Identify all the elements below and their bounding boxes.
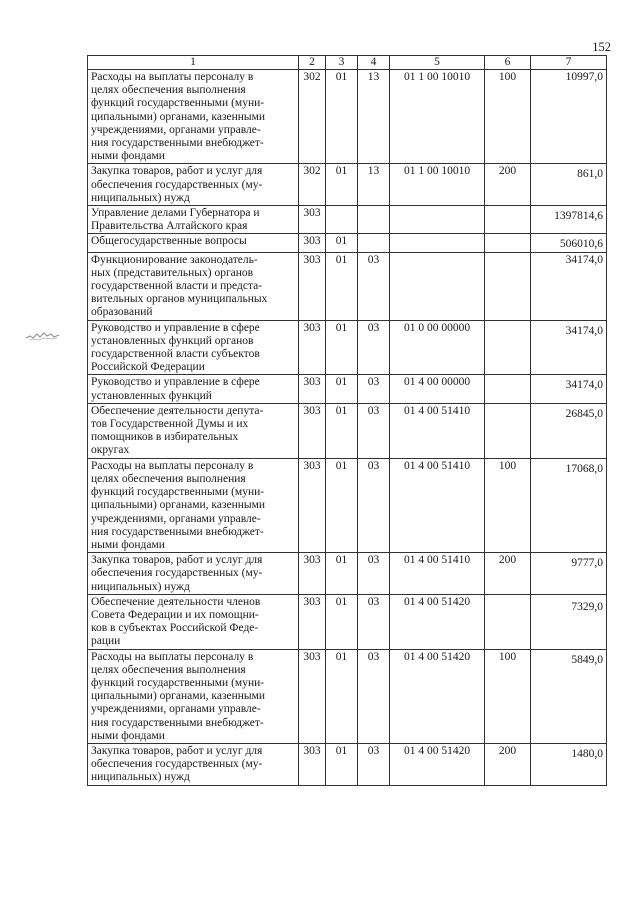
table-row — [88, 553, 607, 595]
expense-type-code — [485, 594, 531, 649]
table-row — [88, 320, 607, 375]
ministry-code: 302 — [299, 164, 326, 206]
expense-name: Управление делами Губернатора и Правительства Алтайского края — [88, 206, 299, 234]
section-code: 01 — [326, 553, 358, 595]
expense-name: Руководство и управление в сфере установленных функций органов государственной власти субъектов Российской Федерации — [88, 320, 299, 375]
subsection-code: 03 — [358, 458, 390, 552]
column-header: 6 — [485, 56, 531, 70]
amount: 7329,0 — [531, 594, 607, 649]
table-row — [88, 458, 607, 552]
target-item-code: 01 0 00 00000 — [390, 320, 485, 375]
section-code: 01 — [326, 234, 358, 252]
amount: 1480,0 — [531, 743, 607, 785]
column-header: 4 — [358, 56, 390, 70]
expense-name: Закупка товаров, работ и услуг для обеспечения государственных (му- ниципальных) нужд — [88, 164, 299, 206]
expense-name: Расходы на выплаты персоналу в целях обеспечения выполнения функций государственными (муни- ципальными) органами, казенными учреждениями, органами управле- ния государственными внебюджет- ными фондами — [88, 649, 299, 743]
expense-name: Закупка товаров, работ и услуг для обеспечения государственных (му- ниципальных) нужд — [88, 743, 299, 785]
ministry-code: 303 — [299, 320, 326, 375]
subsection-code: 03 — [358, 403, 390, 458]
table-row — [88, 649, 607, 743]
expense-type-code: 100 — [485, 458, 531, 552]
target-item-code: 01 1 00 10010 — [390, 164, 485, 206]
expense-type-code: 100 — [485, 649, 531, 743]
amount: 34174,0 — [531, 320, 607, 375]
column-header: 5 — [390, 56, 485, 70]
table-row — [88, 594, 607, 649]
expense-type-code: 200 — [485, 743, 531, 785]
section-code: 01 — [326, 458, 358, 552]
amount: 861,0 — [531, 164, 607, 206]
subsection-code: 03 — [358, 594, 390, 649]
budget-table — [87, 55, 607, 786]
subsection-code: 03 — [358, 649, 390, 743]
section-code — [326, 206, 358, 234]
ministry-code: 303 — [299, 375, 326, 403]
ministry-code: 303 — [299, 403, 326, 458]
table-row — [88, 234, 607, 252]
section-code: 01 — [326, 375, 358, 403]
table-row — [88, 206, 607, 234]
table-row — [88, 403, 607, 458]
expense-type-code — [485, 375, 531, 403]
expense-name: Закупка товаров, работ и услуг для обеспечения государственных (му- ниципальных) нужд — [88, 553, 299, 595]
expense-type-code — [485, 252, 531, 320]
section-code: 01 — [326, 70, 358, 164]
ministry-code: 303 — [299, 206, 326, 234]
subsection-code: 13 — [358, 70, 390, 164]
expense-type-code: 200 — [485, 164, 531, 206]
ministry-code: 303 — [299, 594, 326, 649]
expense-name: Обеспечение деятельности членов Совета Федерации и их помощни- ков в субъектах Российской Феде- рации — [88, 594, 299, 649]
column-header: 2 — [299, 56, 326, 70]
amount: 34174,0 — [531, 375, 607, 403]
ministry-code: 303 — [299, 234, 326, 252]
amount: 1397814,6 — [531, 206, 607, 234]
section-code: 01 — [326, 743, 358, 785]
expense-type-code: 200 — [485, 553, 531, 595]
target-item-code — [390, 252, 485, 320]
amount: 506010,6 — [531, 234, 607, 252]
column-header: 3 — [326, 56, 358, 70]
section-code: 01 — [326, 252, 358, 320]
amount: 5849,0 — [531, 649, 607, 743]
target-item-code: 01 4 00 51420 — [390, 743, 485, 785]
section-code: 01 — [326, 403, 358, 458]
target-item-code: 01 4 00 51420 — [390, 594, 485, 649]
ministry-code: 302 — [299, 70, 326, 164]
subsection-code — [358, 206, 390, 234]
expense-type-code — [485, 403, 531, 458]
section-code: 01 — [326, 594, 358, 649]
subsection-code: 03 — [358, 553, 390, 595]
target-item-code: 01 4 00 51410 — [390, 458, 485, 552]
column-header: 1 — [88, 56, 299, 70]
target-item-code: 01 4 00 51410 — [390, 403, 485, 458]
ministry-code: 303 — [299, 252, 326, 320]
amount: 34174,0 — [531, 252, 607, 320]
expense-name: Обеспечение деятельности депута- тов Государственной Думы и их помощников в избирательных округах — [88, 403, 299, 458]
ministry-code: 303 — [299, 458, 326, 552]
amount: 26845,0 — [531, 403, 607, 458]
target-item-code — [390, 206, 485, 234]
subsection-code: 03 — [358, 743, 390, 785]
target-item-code — [390, 234, 485, 252]
table-header-row — [88, 56, 607, 70]
expense-name: Расходы на выплаты персоналу в целях обеспечения выполнения функций государственными (муни- ципальными) органами, казенными учреждениями, органами управле- ния государственными внебюджет- ными фондами — [88, 70, 299, 164]
section-code: 01 — [326, 164, 358, 206]
expense-name: Расходы на выплаты персоналу в целях обеспечения выполнения функций государственными (муни- ципальными) органами, казенными учреждениями, органами управле- ния государственными внебюджет- ными фондами — [88, 458, 299, 552]
subsection-code: 03 — [358, 320, 390, 375]
amount: 17068,0 — [531, 458, 607, 552]
page-number: 152 — [592, 40, 611, 54]
expense-type-code — [485, 206, 531, 234]
ministry-code: 303 — [299, 649, 326, 743]
expense-type-code: 100 — [485, 70, 531, 164]
ministry-code: 303 — [299, 743, 326, 785]
amount: 9777,0 — [531, 553, 607, 595]
table-row — [88, 743, 607, 785]
section-code: 01 — [326, 320, 358, 375]
expense-type-code — [485, 234, 531, 252]
ministry-code: 303 — [299, 553, 326, 595]
column-header: 7 — [531, 56, 607, 70]
section-code: 01 — [326, 649, 358, 743]
target-item-code: 01 1 00 10010 — [390, 70, 485, 164]
subsection-code: 03 — [358, 252, 390, 320]
scan-artifact — [25, 329, 61, 343]
amount: 10997,0 — [531, 70, 607, 164]
table-row — [88, 375, 607, 403]
table-row — [88, 252, 607, 320]
table-row — [88, 164, 607, 206]
expense-name: Общегосударственные вопросы — [88, 234, 299, 252]
expense-type-code — [485, 320, 531, 375]
subsection-code: 13 — [358, 164, 390, 206]
subsection-code: 03 — [358, 375, 390, 403]
target-item-code: 01 4 00 00000 — [390, 375, 485, 403]
subsection-code — [358, 234, 390, 252]
expense-name: Функционирование законодатель- ных (представительных) органов государственной власти и предста- вительных органов муниципальных образований — [88, 252, 299, 320]
table-row — [88, 70, 607, 164]
target-item-code: 01 4 00 51410 — [390, 553, 485, 595]
target-item-code: 01 4 00 51420 — [390, 649, 485, 743]
expense-name: Руководство и управление в сфере установленных функций — [88, 375, 299, 403]
